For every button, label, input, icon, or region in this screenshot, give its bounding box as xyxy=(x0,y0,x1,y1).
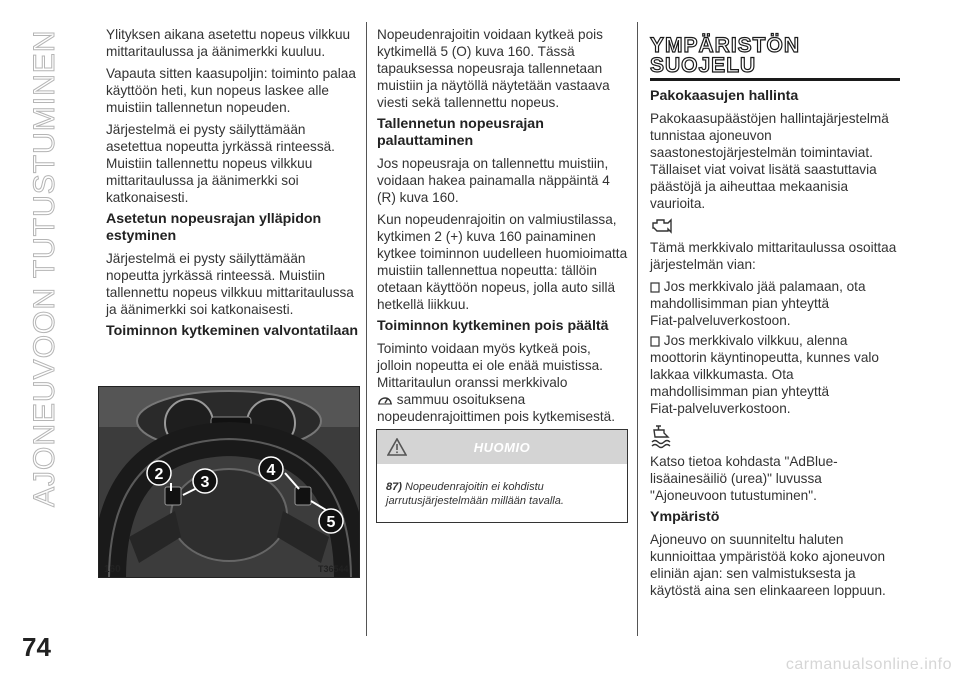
bullet-text: Fiat-palveluverkostoon. xyxy=(650,401,791,416)
display-readout: 888 xyxy=(221,421,241,434)
callout-label: 5 xyxy=(326,514,336,531)
paragraph: Tämä merkkivalo mittaritaulussa osoittaa järjestelmän vian: xyxy=(650,240,897,272)
warning-body xyxy=(377,464,627,514)
chapter-side-title: AJONEUVOON TUTUSTUMINEN xyxy=(28,30,61,508)
paragraph-text: sammuu osoituksena nopeudenrajoittimen pois kytkemisestä. xyxy=(377,392,616,424)
heading-rule xyxy=(650,78,900,81)
paragraph: Katso tietoa kohdasta "AdBlue-lisäainesäiliö (urea)" luvussa "Ajoneuvoon tutustuminen". xyxy=(650,454,838,503)
warning-ref: 87) xyxy=(386,481,402,493)
paragraph xyxy=(377,340,629,425)
bullet-text: Fiat-palveluverkostoon. xyxy=(650,313,791,328)
section-heading: Toiminnon kytkeminen pois päältä xyxy=(377,318,609,334)
icon-row xyxy=(650,217,900,239)
paragraph: Nopeudenrajoitin voidaan kytkeä pois kytkimellä 5 (O) kuva 160. Tässä tapauksessa nopeusraja tallennetaan muistiin ja näytöllä näytetään vastaava viesti sekä tallennettu nopeus. xyxy=(377,27,610,110)
figure-number: 160 xyxy=(104,564,121,575)
paragraph: Vapauta sitten kaasupoljin: toiminto palaa käyttöön heti, kun nopeus laskee alle muistiin tallennetun nopeuden. xyxy=(106,66,356,115)
paragraph: Kun nopeudenrajoitin on valmiustilassa, kytkimen 2 (+) kuva 160 painaminen kytkee toiminnon uudelleen huomioimatta muistiin tallennettua nopeutta: tällöin otetaan käyttöön nopeus, jolla auto sillä hetkellä liikkuu. xyxy=(377,212,628,312)
bullet-item xyxy=(650,278,900,329)
callout-label: 3 xyxy=(200,474,210,491)
bullet-square-icon xyxy=(650,336,660,347)
bullet-text: Jos merkkivalo jää palamaan, ota xyxy=(663,279,866,294)
bullet-text: mahdollisimman pian yhteyttä xyxy=(650,384,830,399)
icon-row xyxy=(650,423,900,453)
section-heading: Asetetun nopeusrajan ylläpidon estyminen xyxy=(106,211,322,244)
bullet-text: lakkaa vilkkumasta. Ota xyxy=(650,367,794,382)
paragraph-text: Toiminto voidaan myös kytkeä pois, jolloin nopeutta ei ole enää muistissa. Mittaritaulun oranssi merkkivalo xyxy=(377,341,603,390)
paragraph: Ylityksen aikana asetettu nopeus vilkkuu mittaritaulussa ja äänimerkki kuuluu. xyxy=(106,27,351,59)
column-2 xyxy=(377,26,629,430)
paragraph: Pakokaasupäästöjen hallintajärjestelmä tunnistaa ajoneuvon saastonestojärjestelmän toimintaviat. Tällaiset viat voivat lisätä saastuttavia päästöjä ja aiheuttaa mekaanisia vaurioita. xyxy=(650,111,889,211)
section-heading: Toiminnon kytkeminen valvontatilaan xyxy=(106,323,359,339)
figure-code: T36544 xyxy=(318,564,349,574)
chapter-heading-line2: SUOJELU xyxy=(650,54,757,77)
adblue-warning-icon xyxy=(650,423,674,449)
chapter-heading-line1: YMPÄRISTÖN xyxy=(650,34,801,57)
bullet-text: mahdollisimman pian yhteyttä xyxy=(650,296,830,311)
column-3 xyxy=(650,26,900,604)
callout-label: 4 xyxy=(266,462,276,479)
paragraph: Ajoneuvo on suunniteltu haluten kunnioittaa ympäristöä koko ajoneuvon eliniän ajan: sen valmistuksesta ja käytöstä aina sen elinkaareen loppuun. xyxy=(650,532,886,598)
bullet-square-icon xyxy=(650,282,660,293)
page-number: 74 xyxy=(22,632,51,662)
bullet-text: moottorin käyntinopeutta, kunnes valo xyxy=(650,350,879,365)
callout-label: 2 xyxy=(154,466,164,483)
paragraph: Jos nopeusraja on tallennettu muistiin, voidaan hakea painamalla näppäintä 4 (R) kuva 160. xyxy=(377,156,610,205)
section-heading: Tallennetun nopeusrajan palauttaminen xyxy=(377,116,544,149)
section-heading: Pakokaasujen hallinta xyxy=(650,88,799,104)
warning-title: HUOMIO xyxy=(473,440,531,455)
speedometer-icon xyxy=(377,393,393,406)
section-heading: Ympäristö xyxy=(650,509,720,525)
bullet-text: Jos merkkivalo vilkkuu, alenna xyxy=(663,333,848,348)
engine-warning-icon xyxy=(650,217,676,235)
steering-wheel-illustration xyxy=(99,387,360,578)
column-divider xyxy=(637,22,638,636)
steering-wheel-figure xyxy=(98,386,360,578)
footer-watermark[interactable]: carmanualsonline.info xyxy=(785,656,952,673)
column-1 xyxy=(106,26,358,345)
bullet-item xyxy=(650,332,900,417)
warning-text: Nopeudenrajoitin ei kohdistu jarrutusjärjestelmään millään tavalla. xyxy=(386,481,564,507)
paragraph: Järjestelmä ei pysty säilyttämään asetettua nopeutta jyrkässä rinteessä. Muistiin tallennettu nopeus vilkkuu mittaritaulussa ja äänimerkki soi katkonaisesti. xyxy=(106,122,335,205)
warning-box xyxy=(376,429,628,523)
warning-header xyxy=(377,430,627,464)
paragraph: Järjestelmä ei pysty säilyttämään nopeutta jyrkässä rinteessä. Muistiin tallennettu nopeus vilkkuu mittaritaulussa ja äänimerkki soi katkonaisesti. xyxy=(106,251,354,317)
column-divider xyxy=(366,22,367,636)
